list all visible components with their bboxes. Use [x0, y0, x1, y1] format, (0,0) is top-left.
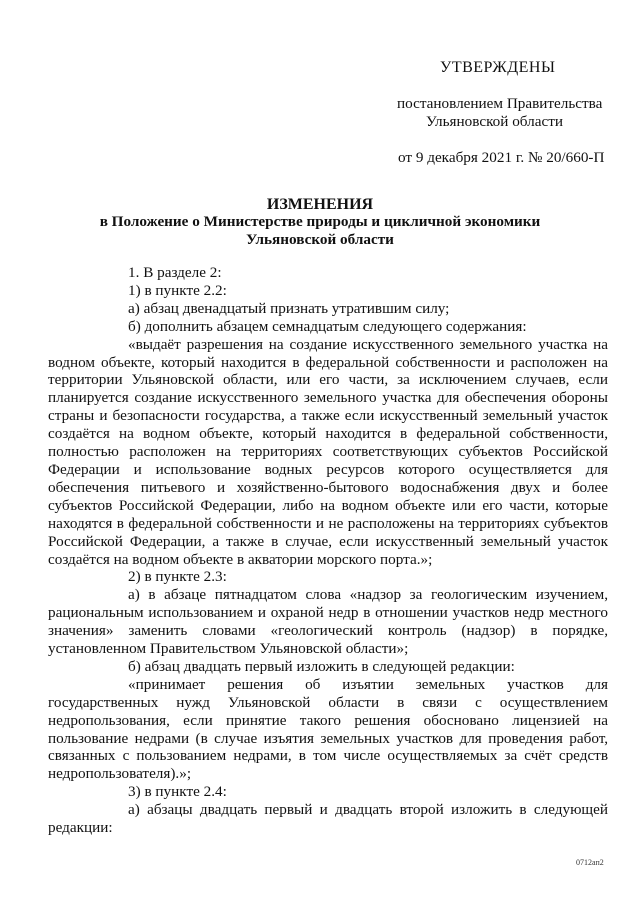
paragraph: 2) в пункте 2.3:: [128, 568, 227, 586]
footer-code: 0712ап2: [576, 858, 604, 867]
paragraph: б) дополнить абзацем семнадцатым следующего содержания:: [128, 317, 527, 335]
paragraph: 1. В разделе 2:: [128, 264, 222, 281]
paragraph: 3) в пункте 2.4:: [128, 783, 227, 801]
document-title: ИЗМЕНЕНИЯ: [266, 196, 374, 213]
paragraph: б) абзац двадцать первый изложить в следующей редакции:: [128, 657, 515, 675]
document-body: [48, 264, 608, 837]
approval-stamp: УТВЕРЖДЕНЫ: [440, 59, 556, 76]
paragraph: а) в абзаце пятнадцатом слова «надзор за геологическим изучением, рациональным использованием и охраной недр в отношении участков недр местного значения» заменить словами «геологический контроль (надзор) в порядке, установленном Правительством Ульяновской области»;: [48, 586, 608, 658]
decree-line-2: Ульяновской области: [426, 113, 563, 130]
paragraph: «выдаёт разрешения на создание искусственного земельного участка на водном объекте, который находится в федеральной собственности и расположен на территории Ульяновской области, или его части, за исключением случаев, если планируется создание искусственного земельного участка для обеспечения обороны страны и безопасности государства, а также если искусственный земельный участок создаётся на водном объекте, который находится в федеральной собственности, полностью расположен на территориях соответствующих субъектов Российской Федерации и использование водных ресурсов которого осуществляется для обеспечения питьевого и хозяйственно-бытового водоснабжения двух и более субъектов Российской Федерации, либо на водном объекте или его части, которые находятся в федеральной собственности и не расположены на территориях субъектов Российской Федерации, а также в случае, если искусственный земельный участок создаётся на водном объекте в акватории морского порта.»;: [48, 335, 608, 568]
decree-line-1: постановлением Правительства: [397, 95, 603, 112]
paragraph: а) абзац двенадцатый признать утратившим силу;: [128, 299, 450, 317]
paragraph: 1) в пункте 2.2:: [128, 281, 227, 299]
paragraph: а) абзацы двадцать первый и двадцать второй изложить в следующей редакции:: [48, 801, 608, 837]
paragraph: «принимает решения об изъятии земельных участков для государственных нужд Ульяновской области в связи с осуществлением недропользования, если принятие такого решения обосновано лицензией на пользование недрами (в случае изъятия земельных участков для проведения работ, связанных с пользованием недрами, в том числе осуществляемых за счёт средств недропользователя).»;: [48, 675, 608, 783]
decree-date-number: от 9 декабря 2021 г. № 20/660-П: [398, 149, 605, 166]
document-subtitle-line-1: в Положение о Министерстве природы и цикличной экономики: [99, 213, 541, 230]
document-subtitle-line-2: Ульяновской области: [246, 231, 394, 248]
